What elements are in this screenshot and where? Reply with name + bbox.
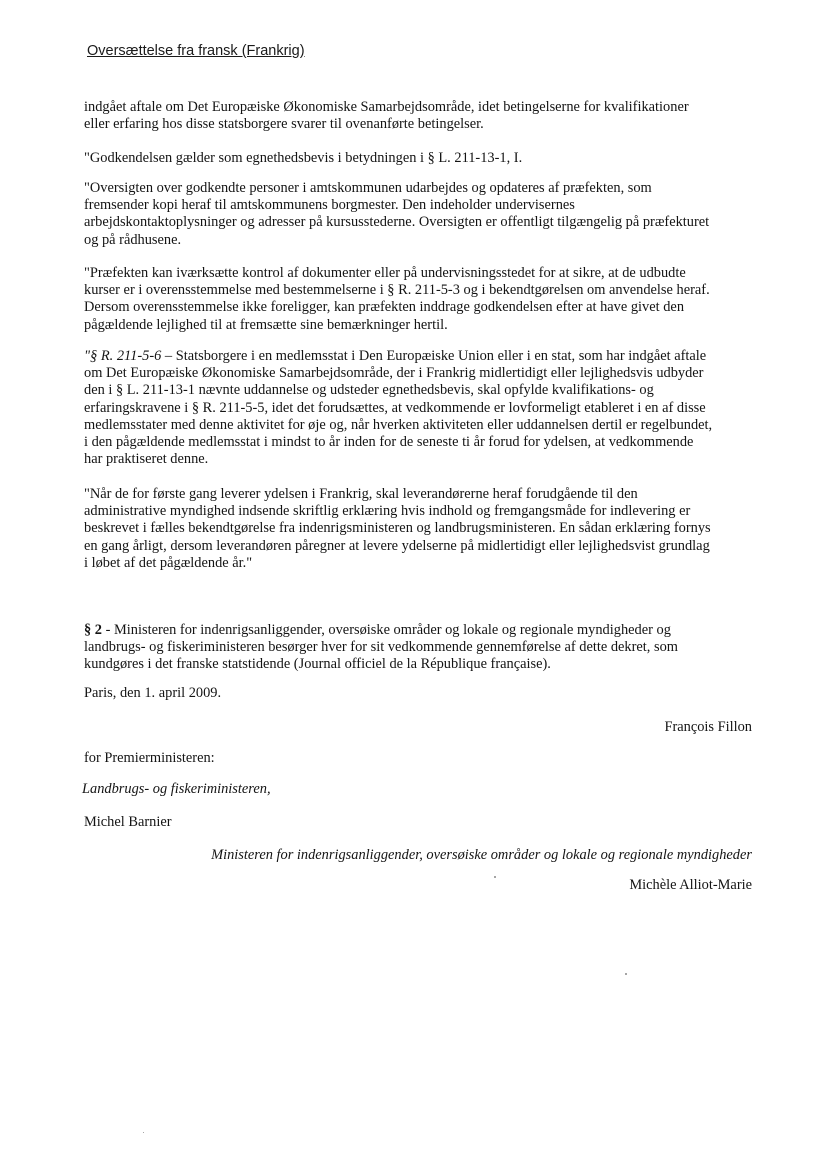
text-line (84, 622, 756, 639)
paragraph-7 (84, 622, 756, 674)
minister-agriculture-title: Landbrugs- og fiskeriministeren, (82, 781, 271, 797)
text-line: pågældende lejlighed til at fremsætte sine bemærkninger hertil. (84, 316, 448, 333)
text-line: arbejdskontaktoplysninger og adresser på kursusstederne. Oversigten er offentligt tilgængelig på præfekturet (84, 214, 710, 231)
text-line: en gang årligt, dersom leverandøren påregner at levere ydelserne på midlertidigt eller lejlighedsvist grundlag (84, 537, 710, 554)
minister-interior-title: Ministeren for indenrigsanliggender, oversøiske områder og lokale og regionale myndigheder (211, 847, 752, 863)
paragraph-4 (84, 265, 756, 334)
paragraph-6 (84, 486, 756, 572)
text-line (84, 348, 756, 365)
paragraph-1 (84, 99, 756, 133)
text-line: "Når de for første gang leverer ydelsen i Frankrig, skal leverandørerne heraf forudgående til den (84, 486, 638, 502)
paragraph-5 (84, 348, 756, 468)
text-line: medlemsstater med denne aktivitet for øje og, når hverken aktiviteten eller uddannelsen dertil er regelbundet, (84, 416, 713, 433)
text-line: "Godkendelsen gælder som egnethedsbevis i betydningen i § L. 211-13-1, I. (84, 150, 523, 166)
signer-prime-minister: François Fillon (664, 719, 752, 735)
minister-interior-name: Michèle Alliot-Marie (629, 877, 752, 893)
text-line: den i § L. 211-13-1 nævnte uddannelse og udsteder egnethedsbevis, skal opfylde kvalifikations- og (84, 382, 654, 399)
place-date: Paris, den 1. april 2009. (84, 685, 222, 701)
scan-speck (494, 876, 496, 878)
text-line: "Præfekten kan iværksætte kontrol af dokumenter eller på undervisningsstedet for at sikre, at de udbudte (84, 265, 686, 281)
text-line: har praktiseret denne. (84, 451, 209, 468)
text-line: beskrevet i fælles bekendtgørelse fra indenrigsministeren og landbrugsministeren. En sådan erklæring fornys (84, 520, 711, 537)
text-line: om Det Europæiske Økonomiske Samarbejdsområde, der i Frankrig midlertidigt eller lejlighedsvis udbyder (84, 365, 704, 382)
text-line: kundgøres i det franske statstidende (Journal officiel de la République française). (84, 656, 551, 673)
document-header: Oversættelse fra fransk (Frankrig) (87, 43, 305, 59)
text-line: i løbet af det pågældende år." (84, 554, 253, 571)
text-line: i den pågældende medlemsstat i mindst to år inden for de seneste ti år forud for ydelsen, at vedkommende (84, 434, 694, 451)
text-segment: – Statsborgere i en medlemsstat i Den Europæiske Union eller i en stat, som har indgået aftale (161, 348, 707, 364)
section-reference: "§ R. 211-5-6 (84, 348, 162, 364)
paragraph-2 (84, 150, 756, 167)
section-reference: § 2 (84, 622, 102, 638)
text-segment: - Ministeren for indenrigsanliggender, oversøiske områder og lokale og regionale myndigheder og (102, 622, 671, 638)
paragraph-3 (84, 180, 756, 249)
minister-agriculture-name: Michel Barnier (84, 814, 172, 830)
text-line: landbrugs- og fiskeriministeren besørger hver for sit vedkommende gennemførelse af dette dekret, som (84, 639, 678, 656)
scan-speck (143, 1132, 144, 1133)
for-prime-minister: for Premierministeren: (84, 750, 215, 766)
text-line: Dersom overensstemmelse ikke foreligger, kan præfekten inddrage godkendelsen efter at have givet den (84, 299, 685, 316)
text-line: eller erfaring hos disse statsborgere svarer til ovenanførte betingelser. (84, 116, 484, 133)
text-line: fremsender kopi heraf til amtskommunens borgmester. Den indeholder undervisernes (84, 197, 575, 214)
text-line: og på rådhusene. (84, 231, 182, 248)
scan-speck (625, 973, 627, 975)
text-line: kurser er i overensstemmelse med bestemmelserne i § R. 211-5-3 og i bekendtgørelsen om anvendelse heraf. (84, 282, 710, 299)
text-line: erfaringskravene i § R. 211-5-5, idet det forudsættes, at vedkommende er lovformeligt etableret i en af disse (84, 399, 706, 416)
text-line: "Oversigten over godkendte personer i amtskommunen udarbejdes og opdateres af præfekten, som (84, 180, 652, 196)
text-line: administrative myndighed indsende skriftlig erklæring hvis indhold og fremgangsmåde for indlevering er (84, 503, 691, 520)
text-line: indgået aftale om Det Europæiske Økonomiske Samarbejdsområde, idet betingelserne for kvalifikationer (84, 99, 689, 115)
